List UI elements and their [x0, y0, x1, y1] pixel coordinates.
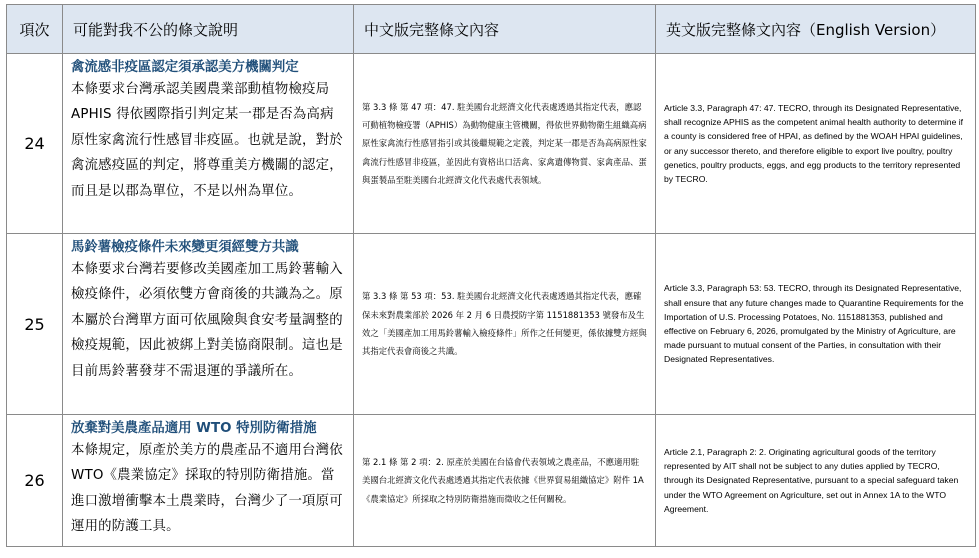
english-text-cell: Article 3.3, Paragraph 53: 53. TECRO, through its Designated Representative, shall ensure that any future changes made to Quarantine Requirements for the Importation of U.S. Processing Potatoes, No. 1151881353, published and effective on February 6, 2026, promulgated by the Ministry of Agriculture, are made pursuant to mutual consent of the Parties, in consultation with their Designated Representatives. — [656, 234, 976, 415]
description-title: 放棄對美農產品適用 WTO 特別防衛措施 — [71, 421, 317, 436]
header-number: 項次 — [7, 5, 63, 54]
chinese-text-cell: 第 3.3 條 第 53 項：53. 駐美國台北經濟文化代表處透過其指定代表，應確保未來對農業部於 2026 年 2 月 6 日農授防字第 1151881353 號發布及生效之「美國產加工用馬鈴薯輸入檢疫條件」所作之任何變更，係依據雙方經與其指定代表會商後之共識。 — [354, 234, 656, 415]
english-text-cell: Article 2.1, Paragraph 2: 2. Originating agricultural goods of the territory represented by AIT shall not be subject to any duties applied by TECRO, through its Designated Representative, pursuant to a special safeguard taken under the WTO Agreement on Agriculture, set out in Annex 1A to the WTO Agreement. — [656, 415, 976, 547]
chinese-text-cell: 第 2.1 條 第 2 項：2. 原產於美國在台協會代表領域之農產品，不應適用駐美國台北經濟文化代表處透過其指定代表依據《世界貿易組織協定》附件 1A《農業協定》所採取之特別防衛措施而徵收之任何關稅。 — [354, 415, 656, 547]
comparison-table — [6, 4, 976, 547]
description-body: 本條規定，原產於美方的農產品不適用台灣依 WTO《農業協定》採取的特別防衛措施。當進口激增衝擊本土農業時，台灣少了一項原可運用的防護工具。 — [71, 443, 343, 535]
row-number: 24 — [7, 54, 63, 234]
header-description: 可能對我不公的條文說明 — [63, 5, 354, 54]
table-row — [7, 234, 976, 415]
row-number: 25 — [7, 234, 63, 415]
description-title: 禽流感非疫區認定須承認美方機關判定 — [71, 60, 299, 75]
header-chinese-text: 中文版完整條文內容 — [354, 5, 656, 54]
description-body: 本條要求台灣承認美國農業部動植物檢疫局 APHIS 得依國際指引判定某一郡是否為高病原性家禽流行性感冒非疫區。也就是說，對於禽流感疫區的判定，將尊重美方機關的認定，而且是以郡為單位，不是以州為單位。 — [71, 82, 343, 199]
row-number: 26 — [7, 415, 63, 547]
table-row — [7, 54, 976, 234]
table-row — [7, 415, 976, 547]
description-body: 本條要求台灣若要修改美國產加工馬鈴薯輸入檢疫條件，必須依雙方會商後的共識為之。原本屬於台灣單方面可依風險與食安考量調整的檢疫規範，因此被綁上對美協商限制。這也是目前馬鈴薯發芽不需退運的爭議所在。 — [71, 262, 343, 379]
description-cell — [63, 415, 354, 547]
description-cell — [63, 234, 354, 415]
english-text-cell: Article 3.3, Paragraph 47: 47. TECRO, through its Designated Representative, shall recognize APHIS as the competent animal health authority to determine if a county is considered free of HPAI, as defined by the WOAH HPAI guidelines, or any successor thereto, and therefore eligible to export live poultry, poultry genetics, poultry products, eggs, and egg products to the territory represented by TECRO. — [656, 54, 976, 234]
description-cell — [63, 54, 354, 234]
header-row — [7, 5, 976, 54]
description-title: 馬鈴薯檢疫條件未來變更須經雙方共識 — [71, 240, 299, 255]
chinese-text-cell: 第 3.3 條 第 47 項：47. 駐美國台北經濟文化代表處透過其指定代表，應認可動植物檢疫署（APHIS）為動物健康主管機關，得依世界動物衛生組織高病原性家禽流行性感冒指引或其後繼規範之定義，判定某一郡是否為高病原性家禽流行性感冒非疫區，並因此有資格出口活禽、家禽遺傳物質、家禽產品、蛋與蛋製品至駐美國台北經濟文化代表處代表領域。 — [354, 54, 656, 234]
header-english-text: 英文版完整條文內容（English Version） — [656, 5, 976, 54]
